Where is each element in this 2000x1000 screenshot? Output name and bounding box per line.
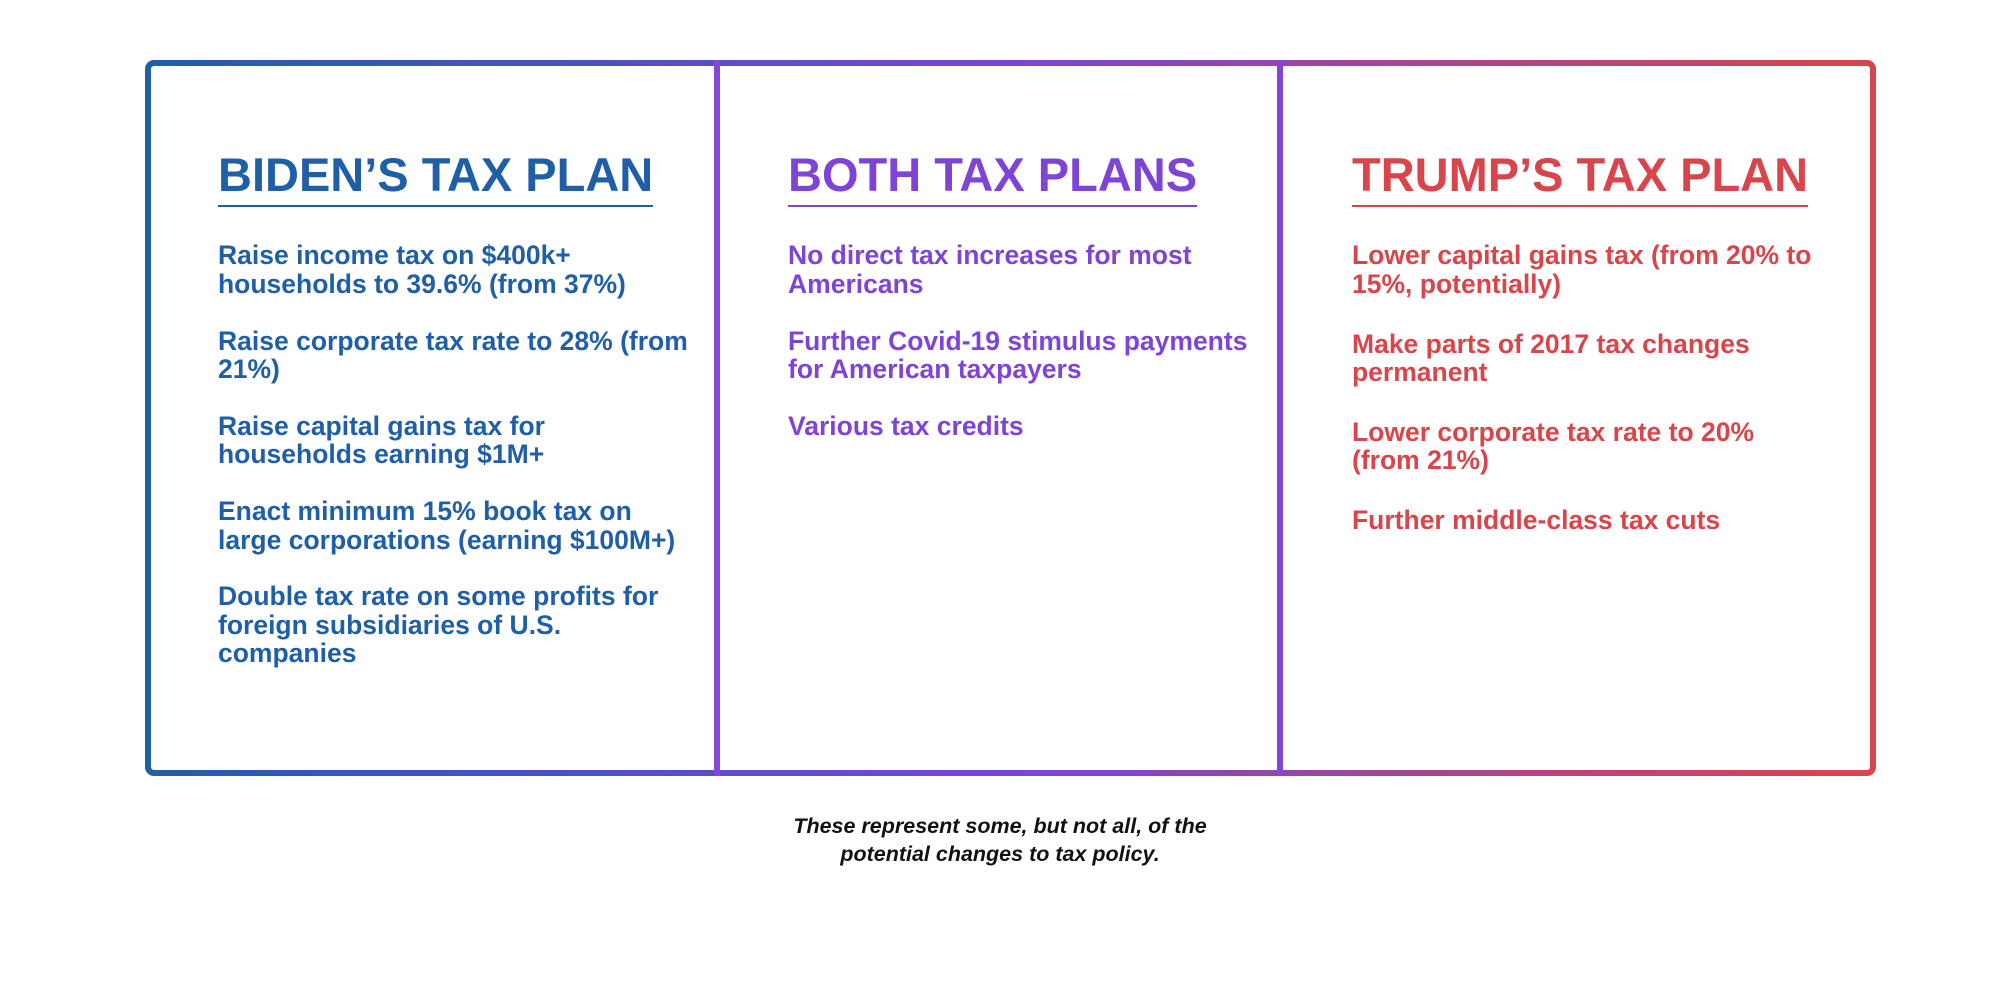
both-column (788, 150, 1248, 468)
footnote-line: potential changes to tax policy. (840, 842, 1160, 867)
trump-item: Lower capital gains tax (from 20% to 15%, potentially) (1352, 240, 1812, 299)
trump-item: Make parts of 2017 tax changes permanent (1352, 328, 1750, 388)
trump-column (1352, 150, 1822, 566)
biden-item: Raise income tax on $400k+ households to 39.6% (from 37%) (218, 240, 626, 299)
trump-heading: TRUMP’S TAX PLAN (1352, 150, 1808, 207)
both-item: Various tax credits (788, 410, 1024, 441)
biden-item: Enact minimum 15% book tax on large corporations (earning $100M+) (218, 496, 676, 555)
column-divider-left (714, 60, 720, 776)
both-item: No direct tax increases for most Americans (788, 240, 1192, 299)
both-heading: BOTH TAX PLANS (788, 150, 1197, 207)
biden-heading: BIDEN’S TAX PLAN (218, 150, 653, 207)
biden-item: Raise corporate tax rate to 28% (from 21%) (218, 325, 688, 385)
trump-item: Lower corporate tax rate to 20% (from 21%) (1352, 416, 1755, 476)
both-item: Further Covid-19 stimulus payments for American taxpayers (788, 325, 1248, 385)
biden-item: Raise capital gains tax for households earning $1M+ (218, 410, 545, 470)
column-divider-right (1277, 60, 1283, 776)
footnote (0, 812, 2000, 869)
biden-column (218, 150, 688, 696)
biden-item: Double tax rate on some profits for foreign subsidiaries of U.S. companies (218, 581, 659, 669)
trump-item: Further middle-class tax cuts (1352, 505, 1721, 535)
footnote-line: These represent some, but not all, of the (793, 814, 1207, 838)
